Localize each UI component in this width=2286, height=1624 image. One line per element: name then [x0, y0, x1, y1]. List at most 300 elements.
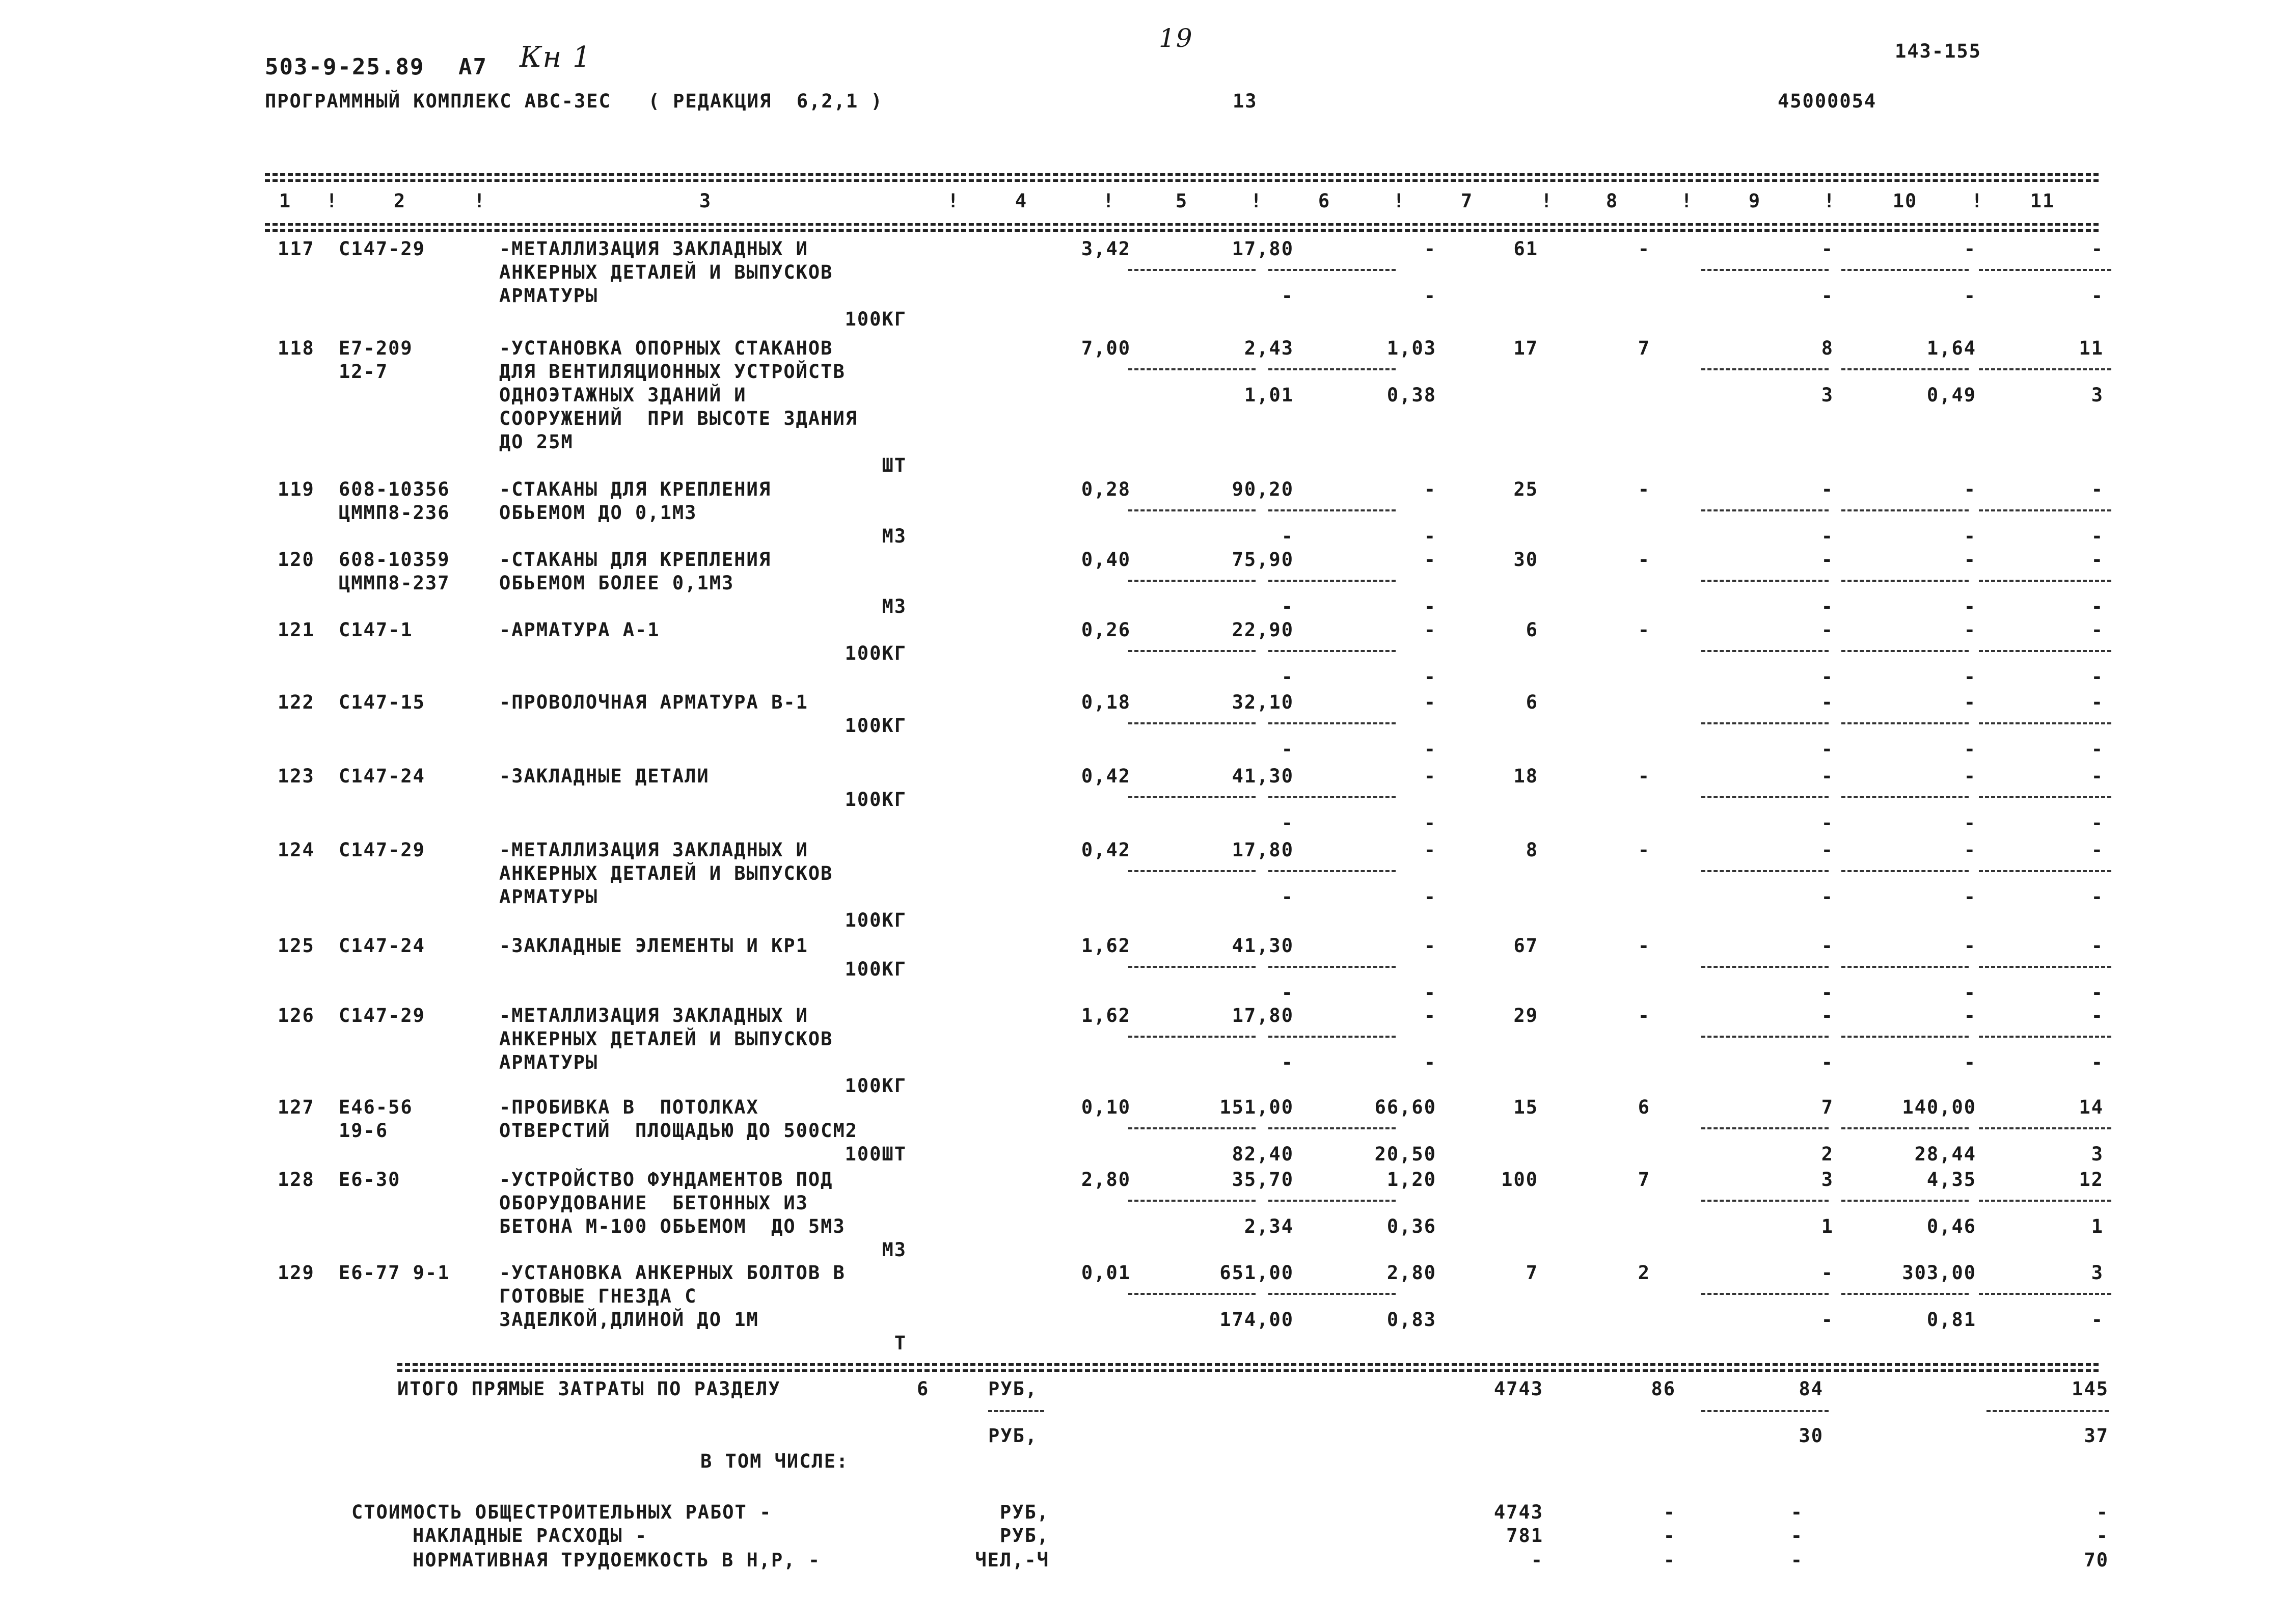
row-machine-cost-labor: - — [1424, 525, 1436, 547]
table-top-rule — [265, 173, 2099, 176]
row-rule-col10 — [1841, 966, 1969, 968]
row-rule-col6 — [1268, 1293, 1396, 1295]
row-col9-labor: 1 — [1821, 1215, 1834, 1237]
row-unit: Т — [894, 1332, 907, 1354]
row-rule-col5 — [1128, 368, 1256, 370]
row-total-cost: 67 — [1513, 935, 1538, 957]
row-col10: - — [1964, 691, 1976, 713]
row-col10: - — [1964, 619, 1976, 641]
row-col10-labor: - — [1964, 982, 1976, 1004]
row-rule-col10 — [1841, 368, 1969, 370]
row-unit-cost: 17,80 — [1232, 1005, 1294, 1026]
row-col11: - — [2091, 1005, 2104, 1026]
row-number: 124 — [278, 839, 315, 861]
row-total-cost: 18 — [1513, 765, 1538, 787]
row-rule-col5 — [1128, 1036, 1256, 1038]
row-description: АРМАТУРЫ — [499, 285, 598, 307]
row-machine-cost-labor: - — [1424, 285, 1436, 307]
row-col10-labor: 0,49 — [1926, 384, 1976, 406]
breakdown-col8: - — [1663, 1525, 1676, 1547]
row-col9: - — [1821, 935, 1834, 957]
row-col9-labor: - — [1821, 285, 1834, 307]
row-col10-labor: - — [1964, 525, 1976, 547]
row-quantity: 0,26 — [1081, 619, 1131, 641]
totals-unit-underline — [988, 1410, 1044, 1412]
row-col9: - — [1821, 549, 1834, 571]
row-col10: - — [1964, 549, 1976, 571]
row-col11: - — [2091, 765, 2104, 787]
row-rule-col10 — [1841, 722, 1969, 724]
row-total-cost: 30 — [1513, 549, 1538, 571]
row-machine-cost-labor: 0,36 — [1386, 1215, 1436, 1237]
row-machine-cost: - — [1424, 765, 1436, 787]
row-col8: - — [1638, 935, 1650, 957]
row-description: АРМАТУРЫ — [499, 1051, 598, 1073]
row-description: ДЛЯ ВЕНТИЛЯЦИОННЫХ УСТРОЙСТВ — [499, 361, 846, 383]
breakdown-col11: - — [2096, 1501, 2109, 1523]
column-header-1: 1 — [279, 190, 292, 212]
row-unit-cost: 2,43 — [1244, 337, 1294, 359]
row-col9-labor: - — [1821, 1051, 1834, 1073]
row-col11-labor: - — [2091, 1051, 2104, 1073]
breakdown-col7: 781 — [1506, 1525, 1543, 1547]
row-col11-labor: - — [2091, 982, 2104, 1004]
row-quantity: 0,10 — [1081, 1096, 1131, 1118]
row-machine-cost: - — [1424, 619, 1436, 641]
row-description: БЕТОНА М-100 ОБЬЕМОМ ДО 5М3 — [499, 1215, 846, 1237]
row-quantity: 2,80 — [1081, 1169, 1131, 1190]
row-code: Е46-56 — [339, 1096, 413, 1118]
row-rule-col9 — [1701, 966, 1829, 968]
row-machine-cost-labor: - — [1424, 886, 1436, 908]
row-machine-cost: - — [1424, 1005, 1436, 1026]
row-col10: 4,35 — [1926, 1169, 1976, 1190]
row-rule-col9 — [1701, 580, 1829, 582]
row-rule-col9 — [1701, 269, 1829, 271]
row-description: -УСТРОЙСТВО ФУНДАМЕНТОВ ПОД — [499, 1169, 833, 1190]
row-col8: - — [1638, 478, 1650, 500]
row-rule-col11 — [1979, 870, 2111, 872]
row-col10-labor: 28,44 — [1914, 1143, 1976, 1165]
row-description: ОБЬЕМОМ БОЛЕЕ 0,1М3 — [499, 572, 734, 594]
row-rule-col5 — [1128, 1200, 1256, 1202]
row-rule-col10 — [1841, 870, 1969, 872]
totals-col7: 4743 — [1493, 1378, 1543, 1400]
row-col10: - — [1964, 478, 1976, 500]
row-unit: 100ШТ — [845, 1143, 907, 1165]
row-description: ОДНОЭТАЖНЫХ ЗДАНИЙ И — [499, 384, 747, 406]
handwritten-page-number: 19 — [1159, 23, 1193, 53]
row-rule-col5 — [1128, 1127, 1256, 1129]
column-separator: ! — [1824, 190, 1836, 212]
row-description: -МЕТАЛЛИЗАЦИЯ ЗАКЛАДНЫХ И — [499, 839, 808, 861]
row-quantity: 7,00 — [1081, 337, 1131, 359]
row-rule-col9 — [1701, 870, 1829, 872]
row-unit-cost-labor: 1,01 — [1244, 384, 1294, 406]
row-col8: 7 — [1638, 337, 1650, 359]
row-col11-labor: - — [2091, 285, 2104, 307]
row-number: 117 — [278, 238, 315, 260]
row-rule-col6 — [1268, 509, 1396, 511]
breakdown-unit: РУБ, — [999, 1525, 1049, 1547]
row-col8: - — [1638, 765, 1650, 787]
table-top-rule-2 — [265, 179, 2099, 182]
totals-col9-underline — [1701, 1410, 1829, 1412]
column-header-11: 11 — [2030, 190, 2055, 212]
row-col9-labor: - — [1821, 738, 1834, 760]
row-rule-col9 — [1701, 1036, 1829, 1038]
row-code: С147-24 — [339, 935, 425, 957]
row-col11-labor: 1 — [2091, 1215, 2104, 1237]
row-col9: 3 — [1821, 1169, 1834, 1190]
row-code: ЦММП8-236 — [339, 502, 450, 524]
row-col10-labor: 0,46 — [1926, 1215, 1976, 1237]
row-description: -АРМАТУРА А-1 — [499, 619, 660, 641]
row-description: ОБЬЕМОМ ДО 0,1М3 — [499, 502, 697, 524]
totals-col11-underline — [1986, 1410, 2109, 1412]
row-col10-labor: - — [1964, 596, 1976, 617]
row-col11-labor: - — [2091, 525, 2104, 547]
row-col11: - — [2091, 619, 2104, 641]
row-rule-col5 — [1128, 650, 1256, 652]
row-col9: - — [1821, 691, 1834, 713]
row-unit: 100КГ — [845, 715, 907, 737]
row-col9-labor: - — [1821, 525, 1834, 547]
row-unit-cost: 35,70 — [1232, 1169, 1294, 1190]
row-unit: 100КГ — [845, 642, 907, 664]
row-description: -МЕТАЛЛИЗАЦИЯ ЗАКЛАДНЫХ И — [499, 238, 808, 260]
row-code: Е6-77 9-1 — [339, 1262, 450, 1284]
row-unit-cost: 41,30 — [1232, 935, 1294, 957]
row-rule-col6 — [1268, 1127, 1396, 1129]
row-col9-labor: 3 — [1821, 384, 1834, 406]
row-unit-cost-labor: - — [1281, 738, 1294, 760]
row-rule-col10 — [1841, 1127, 1969, 1129]
row-rule-col5 — [1128, 722, 1256, 724]
row-total-cost: 15 — [1513, 1096, 1538, 1118]
row-machine-cost: - — [1424, 935, 1436, 957]
row-machine-cost: - — [1424, 691, 1436, 713]
row-description: -ПРОБИВКА В ПОТОЛКАХ — [499, 1096, 759, 1118]
row-col10: - — [1964, 935, 1976, 957]
row-machine-cost: - — [1424, 238, 1436, 260]
breakdown-col8: - — [1663, 1501, 1676, 1523]
row-unit-cost-labor: 174,00 — [1219, 1309, 1294, 1331]
row-code: Е7-209 — [339, 337, 413, 359]
row-col9: - — [1821, 1262, 1834, 1284]
row-machine-cost: 1,03 — [1386, 337, 1436, 359]
row-total-cost: 6 — [1526, 619, 1538, 641]
row-col9: 8 — [1821, 337, 1834, 359]
breakdown-col8: - — [1663, 1549, 1676, 1571]
row-unit-cost-labor: - — [1281, 525, 1294, 547]
row-unit-cost: 41,30 — [1232, 765, 1294, 787]
row-col11-labor: - — [2091, 738, 2104, 760]
row-rule-col11 — [1979, 509, 2111, 511]
row-col8: - — [1638, 839, 1650, 861]
row-unit-cost: 17,80 — [1232, 839, 1294, 861]
row-unit-cost-labor: - — [1281, 285, 1294, 307]
including-label: В ТОМ ЧИСЛЕ: — [700, 1450, 849, 1472]
row-rule-col6 — [1268, 1200, 1396, 1202]
row-description: -ЗАКЛАДНЫЕ ЭЛЕМЕНТЫ И КР1 — [499, 935, 808, 957]
row-unit-cost: 75,90 — [1232, 549, 1294, 571]
row-description: СООРУЖЕНИЙ ПРИ ВЫСОТЕ ЗДАНИЯ — [499, 408, 858, 429]
row-rule-col5 — [1128, 1293, 1256, 1295]
row-col9-labor: - — [1821, 886, 1834, 908]
row-code: С147-1 — [339, 619, 413, 641]
row-code: ЦММП8-237 — [339, 572, 450, 594]
row-unit: М3 — [882, 525, 907, 547]
row-number: 120 — [278, 549, 315, 571]
row-col9-labor: - — [1821, 1309, 1834, 1331]
row-number: 125 — [278, 935, 315, 957]
row-quantity: 0,42 — [1081, 765, 1131, 787]
row-rule-col9 — [1701, 1293, 1829, 1295]
column-separator: ! — [1103, 190, 1115, 212]
totals-unit-2: РУБ, — [988, 1425, 1038, 1447]
totals-col8: 86 — [1651, 1378, 1676, 1400]
row-rule-col10 — [1841, 269, 1969, 271]
totals-section: 6 — [917, 1378, 930, 1400]
row-rule-col9 — [1701, 1200, 1829, 1202]
row-rule-col9 — [1701, 722, 1829, 724]
row-unit-cost-labor: - — [1281, 982, 1294, 1004]
row-code: 19-6 — [339, 1120, 389, 1142]
row-description: -ЗАКЛАДНЫЕ ДЕТАЛИ — [499, 765, 710, 787]
column-separator: ! — [1393, 190, 1406, 212]
column-header-6: 6 — [1318, 190, 1331, 212]
row-total-cost: 8 — [1526, 839, 1538, 861]
totals-col9: 84 — [1799, 1378, 1824, 1400]
row-col11-labor: - — [2091, 812, 2104, 834]
row-number: 118 — [278, 337, 315, 359]
row-rule-col5 — [1128, 580, 1256, 582]
row-total-cost: 17 — [1513, 337, 1538, 359]
row-rule-col5 — [1128, 870, 1256, 872]
row-rule-col6 — [1268, 650, 1396, 652]
column-header-5: 5 — [1175, 190, 1188, 212]
row-description: ЗАДЕЛКОЙ,ДЛИНОЙ ДО 1М — [499, 1309, 759, 1331]
column-separator: ! — [1971, 190, 1984, 212]
row-machine-cost-labor: 0,83 — [1386, 1309, 1436, 1331]
row-machine-cost-labor: - — [1424, 812, 1436, 834]
row-rule-col11 — [1979, 722, 2111, 724]
row-unit-cost-labor: 2,34 — [1244, 1215, 1294, 1237]
row-number: 127 — [278, 1096, 315, 1118]
column-separator: ! — [1250, 190, 1263, 212]
row-rule-col11 — [1979, 1036, 2111, 1038]
row-quantity: 0,40 — [1081, 549, 1131, 571]
row-description: -СТАКАНЫ ДЛЯ КРЕПЛЕНИЯ — [499, 549, 772, 571]
row-code: Е6-30 — [339, 1169, 401, 1190]
row-rule-col5 — [1128, 269, 1256, 271]
row-code: С147-29 — [339, 238, 425, 260]
row-col10: 1,64 — [1926, 337, 1976, 359]
row-col8: 6 — [1638, 1096, 1650, 1118]
column-separator: ! — [326, 190, 339, 212]
row-machine-cost: 2,80 — [1386, 1262, 1436, 1284]
row-rule-col11 — [1979, 580, 2111, 582]
sheet-range: 143-155 — [1895, 40, 1981, 62]
row-machine-cost: 1,20 — [1386, 1169, 1436, 1190]
row-unit-cost-labor: - — [1281, 596, 1294, 617]
row-col10-labor: - — [1964, 886, 1976, 908]
breakdown-col9: - — [1790, 1501, 1803, 1523]
row-rule-col6 — [1268, 796, 1396, 798]
row-col9: - — [1821, 765, 1834, 787]
row-col9-labor: - — [1821, 812, 1834, 834]
row-unit-cost: 651,00 — [1219, 1262, 1294, 1284]
totals-col11: 145 — [2072, 1378, 2109, 1400]
row-rule-col10 — [1841, 509, 1969, 511]
row-description: ОБОРУДОВАНИЕ БЕТОННЫХ ИЗ — [499, 1192, 808, 1214]
row-col11: - — [2091, 549, 2104, 571]
column-header-8: 8 — [1605, 190, 1619, 212]
row-quantity: 0,18 — [1081, 691, 1131, 713]
row-col8: 7 — [1638, 1169, 1650, 1190]
row-col10-labor: - — [1964, 1051, 1976, 1073]
row-machine-cost-labor: - — [1424, 738, 1436, 760]
row-quantity: 1,62 — [1081, 1005, 1131, 1026]
row-unit: 100КГ — [845, 909, 907, 931]
breakdown-col9: - — [1790, 1549, 1803, 1571]
row-unit-cost-labor: 82,40 — [1232, 1143, 1294, 1165]
row-col8: - — [1638, 238, 1650, 260]
row-rule-col6 — [1268, 870, 1396, 872]
header-bottom-rule-2 — [265, 229, 2099, 232]
row-rule-col11 — [1979, 269, 2111, 271]
row-unit: 100КГ — [845, 958, 907, 980]
row-unit: 100КГ — [845, 789, 907, 810]
column-header-9: 9 — [1748, 190, 1761, 212]
totals-top-rule-2 — [397, 1369, 2099, 1372]
row-unit-cost: 22,90 — [1232, 619, 1294, 641]
row-rule-col10 — [1841, 650, 1969, 652]
row-rule-col6 — [1268, 1036, 1396, 1038]
column-separator: ! — [947, 190, 960, 212]
row-unit: 100КГ — [845, 308, 907, 330]
row-total-cost: 7 — [1526, 1262, 1538, 1284]
row-col8: - — [1638, 619, 1650, 641]
row-col11: - — [2091, 691, 2104, 713]
row-col10: - — [1964, 238, 1976, 260]
row-description: -СТАКАНЫ ДЛЯ КРЕПЛЕНИЯ — [499, 478, 772, 500]
row-rule-col9 — [1701, 509, 1829, 511]
row-col11: 3 — [2091, 1262, 2104, 1284]
column-header-3: 3 — [699, 190, 712, 212]
row-col11-labor: 3 — [2091, 1143, 2104, 1165]
row-total-cost: 29 — [1513, 1005, 1538, 1026]
breakdown-col11: - — [2096, 1525, 2109, 1547]
row-number: 126 — [278, 1005, 315, 1026]
doc-code: 503-9-25.89 — [265, 54, 425, 80]
row-col11: - — [2091, 478, 2104, 500]
row-code: С147-15 — [339, 691, 425, 713]
header-bottom-rule — [265, 223, 2099, 226]
row-unit-cost: 151,00 — [1219, 1096, 1294, 1118]
row-col11: - — [2091, 238, 2104, 260]
row-unit-cost-labor: - — [1281, 886, 1294, 908]
row-rule-col5 — [1128, 966, 1256, 968]
row-rule-col6 — [1268, 368, 1396, 370]
row-col11: 12 — [2079, 1169, 2104, 1190]
row-description: -УСТАНОВКА АНКЕРНЫХ БОЛТОВ В — [499, 1262, 846, 1284]
page-number: 13 — [1233, 90, 1258, 112]
row-rule-col6 — [1268, 966, 1396, 968]
row-rule-col9 — [1701, 368, 1829, 370]
row-col10-labor: - — [1964, 285, 1976, 307]
row-col10-labor: - — [1964, 738, 1976, 760]
row-col11-labor: 3 — [2091, 384, 2104, 406]
row-unit-cost: 90,20 — [1232, 478, 1294, 500]
row-rule-col5 — [1128, 796, 1256, 798]
row-col11: 11 — [2079, 337, 2104, 359]
row-rule-col9 — [1701, 1127, 1829, 1129]
row-col11: - — [2091, 839, 2104, 861]
row-col9-labor: 2 — [1821, 1143, 1834, 1165]
row-machine-cost-labor: - — [1424, 666, 1436, 688]
row-number: 121 — [278, 619, 315, 641]
row-unit: ШТ — [882, 454, 907, 476]
row-total-cost: 6 — [1526, 691, 1538, 713]
breakdown-label: НАКЛАДНЫЕ РАСХОДЫ - — [413, 1525, 648, 1547]
row-rule-col11 — [1979, 966, 2111, 968]
column-header-7: 7 — [1460, 190, 1474, 212]
row-col8: - — [1638, 1005, 1650, 1026]
row-unit: М3 — [882, 1239, 907, 1261]
row-code: 608-10356 — [339, 478, 450, 500]
totals-col9-b: 30 — [1799, 1425, 1824, 1447]
row-col10: 140,00 — [1902, 1096, 1976, 1118]
row-col9: - — [1821, 839, 1834, 861]
row-machine-cost-labor: - — [1424, 596, 1436, 617]
row-rule-col11 — [1979, 1293, 2111, 1295]
row-col8: 2 — [1638, 1262, 1650, 1284]
row-unit-cost-labor: - — [1281, 666, 1294, 688]
row-machine-cost-labor: 20,50 — [1374, 1143, 1436, 1165]
row-col10-labor: - — [1964, 666, 1976, 688]
row-quantity: 0,42 — [1081, 839, 1131, 861]
row-rule-col10 — [1841, 1293, 1969, 1295]
row-total-cost: 25 — [1513, 478, 1538, 500]
row-col9: 7 — [1821, 1096, 1834, 1118]
program-line: ПРОГРАММНЫЙ КОМПЛЕКС АВС-3ЕС ( РЕДАКЦИЯ 6,2,1 ) — [265, 90, 883, 112]
column-header-4: 4 — [1015, 190, 1028, 212]
row-rule-col6 — [1268, 580, 1396, 582]
totals-top-rule — [397, 1363, 2099, 1366]
row-col11: - — [2091, 935, 2104, 957]
row-col10-labor: 0,81 — [1926, 1309, 1976, 1331]
column-separator: ! — [1681, 190, 1694, 212]
row-code: С147-29 — [339, 1005, 425, 1026]
row-machine-cost-labor: 0,38 — [1386, 384, 1436, 406]
column-header-10: 10 — [1892, 190, 1918, 212]
document-code: 45000054 — [1778, 90, 1877, 112]
row-col9: - — [1821, 619, 1834, 641]
row-col11: 14 — [2079, 1096, 2104, 1118]
row-code: С147-24 — [339, 765, 425, 787]
row-col11-labor: - — [2091, 886, 2104, 908]
totals-unit-1: РУБ, — [988, 1378, 1038, 1400]
row-unit-cost-labor: - — [1281, 1051, 1294, 1073]
handwritten-book-note: Кн 1 — [520, 41, 592, 74]
row-quantity: 0,28 — [1081, 478, 1131, 500]
album-code: А7 — [458, 54, 487, 80]
row-description: ДО 25М — [499, 431, 574, 453]
row-col10: - — [1964, 1005, 1976, 1026]
row-number: 123 — [278, 765, 315, 787]
